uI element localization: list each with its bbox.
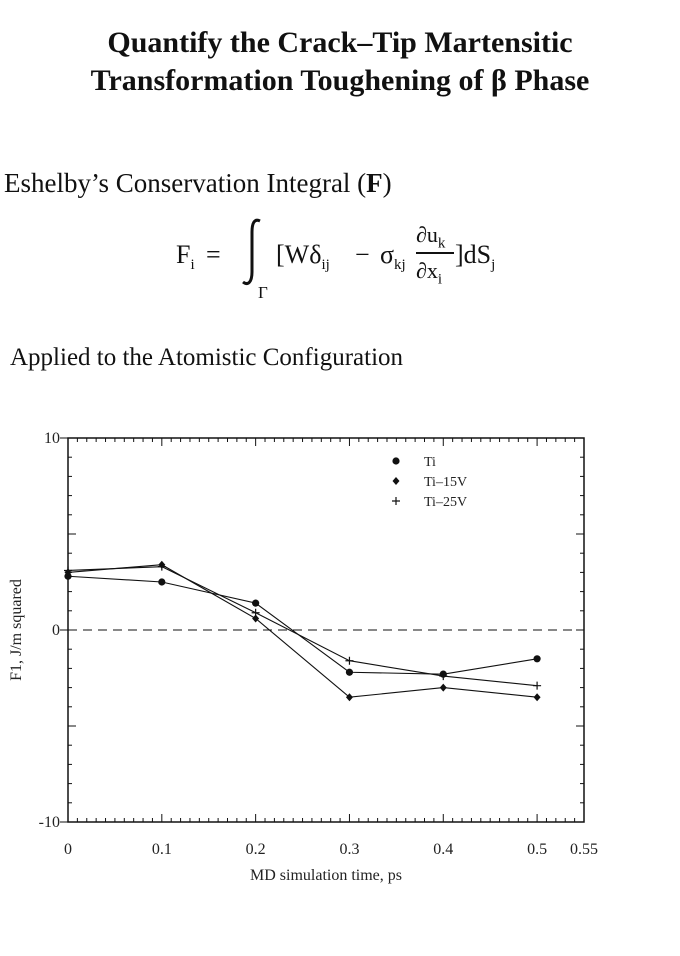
legend-label-2: Ti–25V [424,495,468,510]
x-tick-label: 0 [64,841,72,858]
ds-text: ]dS [455,240,492,269]
y-axis-label: F1, J/m squared [8,579,25,681]
sigma-symbol: σ [380,240,395,269]
data-point-0 [533,655,540,662]
legend-marker-0 [392,457,399,464]
w-delta: [Wδ [276,240,322,269]
equation-minus: − [355,240,370,269]
x-axis-label: MD simulation time, ps [250,867,402,884]
ds-subscript: j [491,257,496,274]
data-point-1 [534,693,541,701]
data-point-2 [533,682,541,690]
series-line-1 [68,565,537,697]
applied-heading: Applied to the Atomistic Configuration [10,344,404,371]
integral-contour: Γ [258,283,268,302]
denominator-text: ∂x [416,258,438,283]
equation-lhs [176,240,195,274]
data-point-2 [345,657,353,665]
data-point-2 [64,566,72,574]
data-point-0 [158,578,165,585]
delta-subscript: ij [321,257,330,274]
equation-heading-bold: F [366,168,383,198]
fraction-numerator [416,222,445,252]
data-point-1 [440,684,447,692]
y-tick-label: 0 [52,622,60,639]
equation-heading-suffix: ) [382,168,392,198]
y-tick-label: 10 [44,430,60,447]
numerator-text: ∂u [416,222,438,247]
x-tick-label: 0.5 [527,841,548,858]
legend-marker-2 [392,497,400,505]
integral-sign [240,216,266,288]
fraction-bar [416,252,454,254]
legend-label-0: Ti [424,455,436,470]
x-tick-label: 0.55 [570,841,598,858]
equation-sigma [380,240,406,274]
y-tick-label: -10 [38,814,60,831]
x-tick-label: 0.2 [245,841,266,858]
numerator-subscript: k [437,235,446,252]
equation-ds [455,240,495,274]
x-tick-label: 0.1 [151,841,172,858]
equation-bracket-term [276,240,330,274]
data-point-0 [252,600,259,607]
lhs-symbol: F [176,240,191,269]
data-point-2 [252,609,260,617]
series-line-2 [68,567,537,686]
equation-heading-prefix: Eshelby’s Conservation Integral ( [4,168,367,198]
x-tick-label: 0.4 [433,841,454,858]
data-point-1 [346,693,353,701]
title-line-2: Transformation Toughening of β Phase [90,64,590,97]
chart [0,410,680,910]
denominator-subscript: i [437,271,443,288]
lhs-subscript: i [190,257,195,274]
page-title [0,24,680,100]
x-tick-label: 0.3 [339,841,360,858]
data-point-2 [158,563,166,571]
data-point-0 [346,669,353,676]
fraction-denominator [416,258,442,288]
equation-heading [4,168,392,199]
series-line-0 [68,576,537,674]
plot-layer [8,430,598,884]
equation-equals: = [206,240,221,269]
legend-marker-1 [393,477,400,485]
title-line-1: Quantify the Crack–Tip Martensitic [107,26,573,59]
sigma-subscript: kj [394,257,406,274]
legend-label-1: Ti–15V [424,475,468,490]
